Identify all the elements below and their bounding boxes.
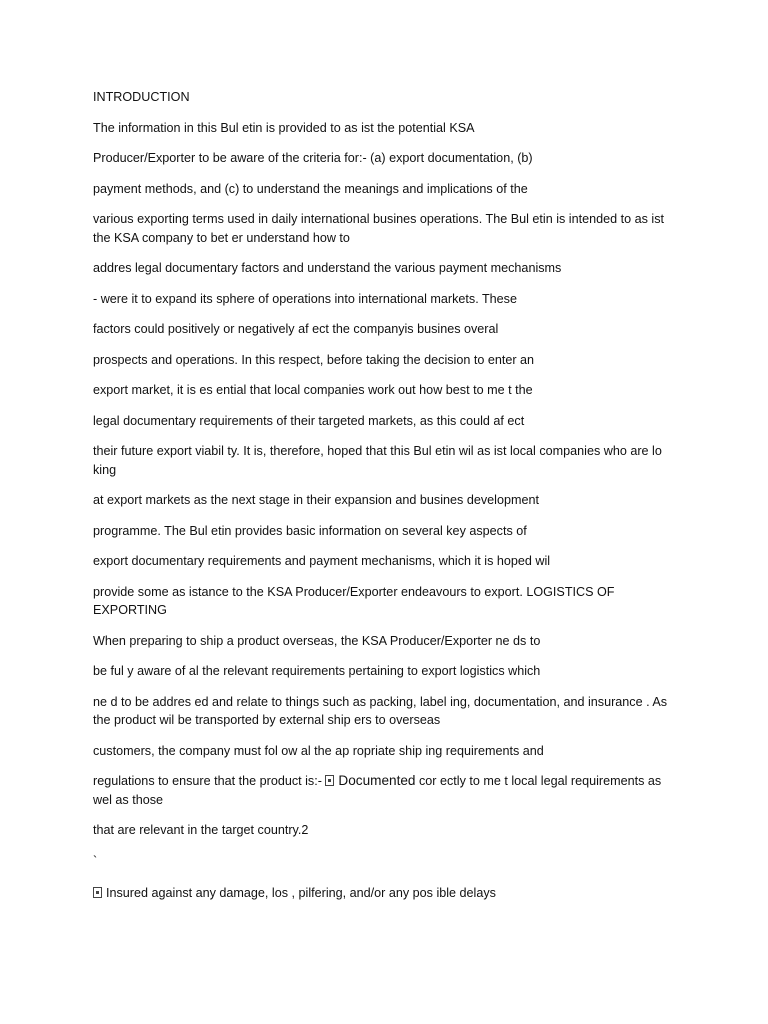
document-heading: INTRODUCTION (93, 90, 190, 104)
paragraph-line: legal documentary requirements of their targeted markets, as this could af ect (93, 413, 525, 428)
regulations-text-before: regulations to ensure that the product is:- (93, 774, 326, 788)
insured-line (93, 884, 683, 903)
insured-text: Insured against any damage, los , pilfering, and/or any pos ible delays (106, 886, 496, 900)
paragraph-line: export market, it is es ential that local companies work out how best to me t the (93, 383, 533, 397)
paragraph-line: their future export viabil ty. It is, therefore, hoped that this Bul etin wil as ist local companies who are lo king (93, 444, 662, 477)
paragraph-line: When preparing to ship a product overseas, the KSA Producer/Exporter ne ds to (93, 633, 541, 648)
paragraph-line: ne d to be addres ed and relate to things such as packing, label ing, documentation, and insurance . As the product wil be transported by external ship ers to overseas (93, 694, 668, 727)
document-body (93, 88, 683, 915)
tick-mark: ` (93, 853, 98, 868)
paragraph-line: be ful y aware of al the relevant requirements pertaining to export logistics which (93, 664, 541, 678)
paragraph-line: addres legal documentary factors and understand the various payment mechanisms (93, 261, 562, 275)
paragraph-line: prospects and operations. In this respect, before taking the decision to enter an (93, 352, 535, 367)
paragraph-line: - were it to expand its sphere of operations into international markets. These (93, 291, 517, 306)
regulations-emphasis: Documented (338, 773, 416, 788)
paragraph-line: payment methods, and (c) to understand the meanings and implications of the (93, 181, 528, 196)
regulations-line (93, 772, 683, 809)
regulations-text-after: cor ectly to me t local legal requirements as wel as those (93, 774, 662, 807)
paragraph-line: factors could positively or negatively af ect the companyis busines overal (93, 322, 499, 336)
closing-line: that are relevant in the target country.2 (93, 823, 309, 837)
paragraph-line: Producer/Exporter to be aware of the criteria for:- (a) export documentation, (b) (93, 151, 533, 165)
missing-glyph-bullet-icon (93, 887, 102, 898)
paragraph-line: The information in this Bul etin is provided to as ist the potential KSA (93, 120, 475, 135)
paragraph-line: programme. The Bul etin provides basic information on several key aspects of (93, 523, 527, 538)
missing-glyph-bullet-icon (325, 775, 334, 786)
paragraph-line: customers, the company must fol ow al the ap ropriate ship ing requirements and (93, 743, 544, 758)
paragraph-line: provide some as istance to the KSA Producer/Exporter endeavours to export. LOGISTICS OF EXPORTING (93, 584, 615, 617)
paragraph-line: export documentary requirements and payment mechanisms, which it is hoped wil (93, 554, 551, 568)
paragraph-line: various exporting terms used in daily international busines operations. The Bul etin is intended to as ist the KSA company to bet er understand how to (93, 212, 665, 245)
paragraph-line: at export markets as the next stage in their expansion and busines development (93, 493, 539, 507)
